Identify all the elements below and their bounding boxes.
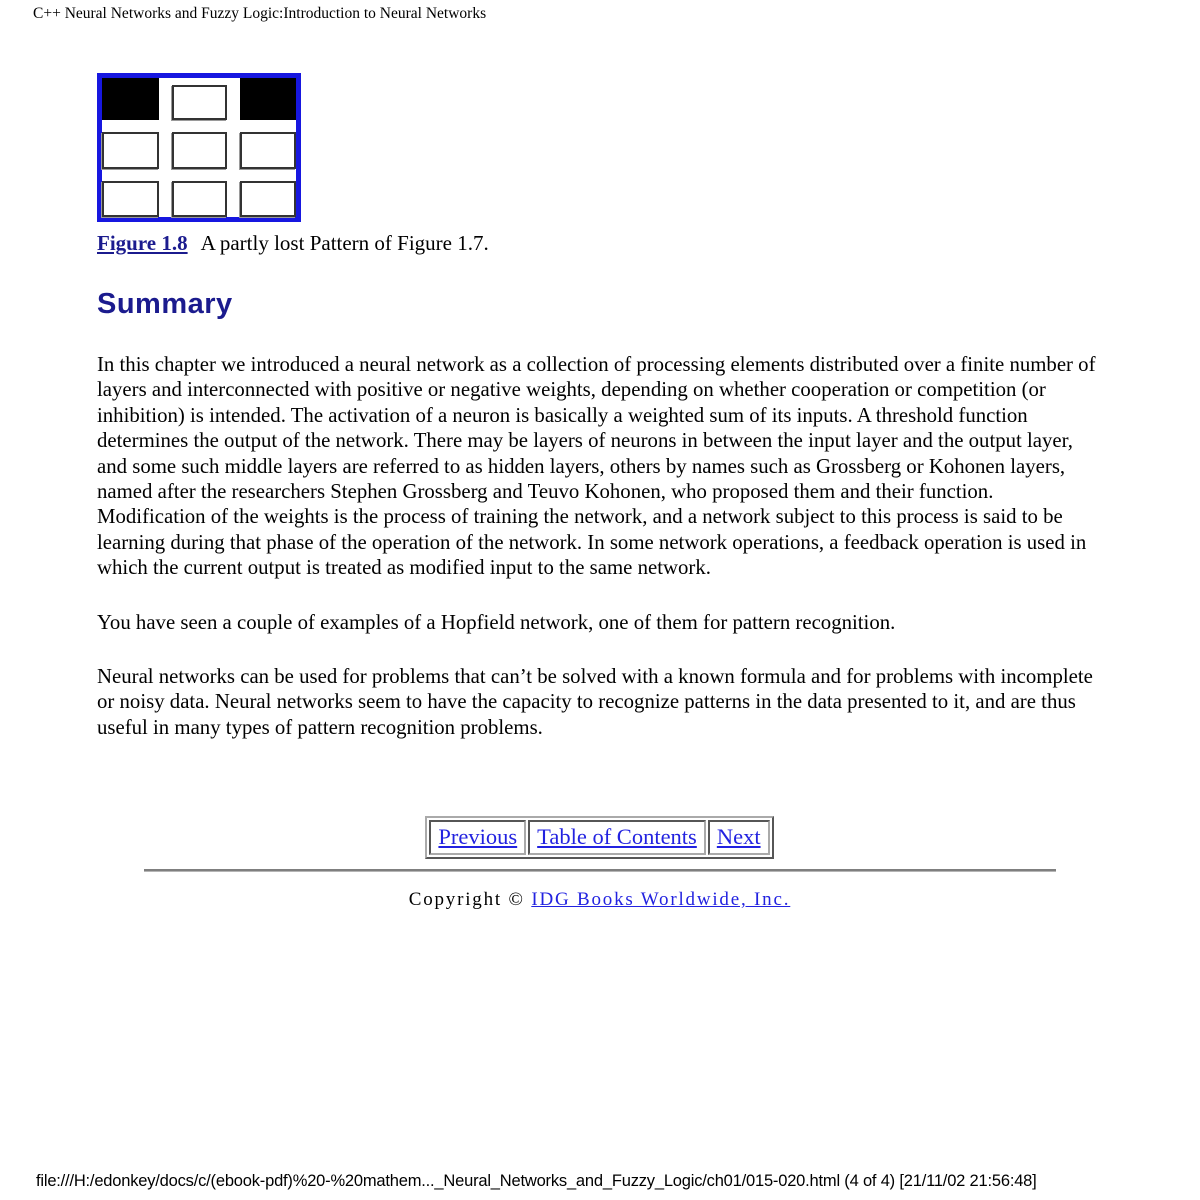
figure-caption-text: A partly lost Pattern of Figure 1.7. — [200, 231, 489, 255]
pattern-cell-filled — [102, 78, 159, 120]
figure-caption — [97, 231, 1102, 255]
pattern-cell-empty — [102, 132, 159, 169]
pattern-cell-empty — [172, 181, 227, 217]
pattern-cell-empty — [102, 181, 159, 217]
summary-heading: Summary — [97, 288, 233, 320]
summary-paragraph-1: In this chapter we introduced a neural network as a collection of processing elements distributed over a finite number of layers and interconnected with positive or negative weights, depending on whether cooperation or competition (or inhibition) is intended. The activation of a neuron is basically a weighted sum of its inputs. A threshold function determines the output of the network. There may be layers of neurons in between the input layer and the output layer, and some such middle layers are referred to as hidden layers, others by names such as Grossberg or Kohonen layers, named after the researchers Stephen Grossberg and Teuvo Kohonen, who proposed them and their function. Modification of the weights is the process of training the network, and a network subject to this process is said to be learning during that phase of the operation of the network. In some network operations, a feedback operation is used in which the current output is treated as modified input to the same network. — [97, 353, 1096, 580]
figure-1-8-pattern-grid — [97, 73, 301, 222]
copyright-text: Copyright © — [408, 889, 532, 911]
document-header-title: C++ Neural Networks and Fuzzy Logic:Introduction to Neural Networks — [33, 5, 487, 22]
figure-1-8-link[interactable]: Figure 1.8 — [97, 231, 188, 255]
table-of-contents-cell — [528, 820, 706, 855]
summary-paragraph-2: You have seen a couple of examples of a Hopfield network, one of them for pattern recognition. — [97, 610, 896, 634]
pattern-cell-filled — [240, 78, 296, 120]
page-content — [97, 73, 1102, 911]
summary-paragraph-3: Neural networks can be used for problems that can’t be solved with a known formula and for problems with incomplete or noisy data. Neural networks seem to have the capacity to recognize patterns in the data presented to it, and are thus useful in many types of pattern recognition problems. — [97, 665, 1093, 739]
pattern-cell-empty — [172, 85, 227, 120]
previous-cell — [429, 820, 526, 855]
next-cell — [708, 820, 770, 855]
copyright-line — [97, 889, 1102, 911]
pattern-cell-empty — [240, 181, 296, 217]
next-link[interactable]: Next — [716, 824, 761, 850]
table-of-contents-link[interactable]: Table of Contents — [537, 824, 697, 850]
pattern-cell-empty — [240, 132, 296, 169]
navigation-table — [425, 816, 773, 859]
navigation-bar — [97, 816, 1102, 859]
pattern-cell-empty — [172, 132, 227, 169]
horizontal-rule — [144, 869, 1056, 872]
previous-link[interactable]: Previous — [438, 824, 518, 850]
idg-books-worldwide-link[interactable]: IDG Books Worldwide, Inc. — [531, 889, 791, 911]
file-path-status: file:///H:/edonkey/docs/c/(ebook-pdf)%20-%20mathem..._Neural_Networks_and_Fuzzy_Logic/ch01/015-020.html (4 of 4) [21/11/02 21:56:48] — [36, 1172, 1037, 1190]
